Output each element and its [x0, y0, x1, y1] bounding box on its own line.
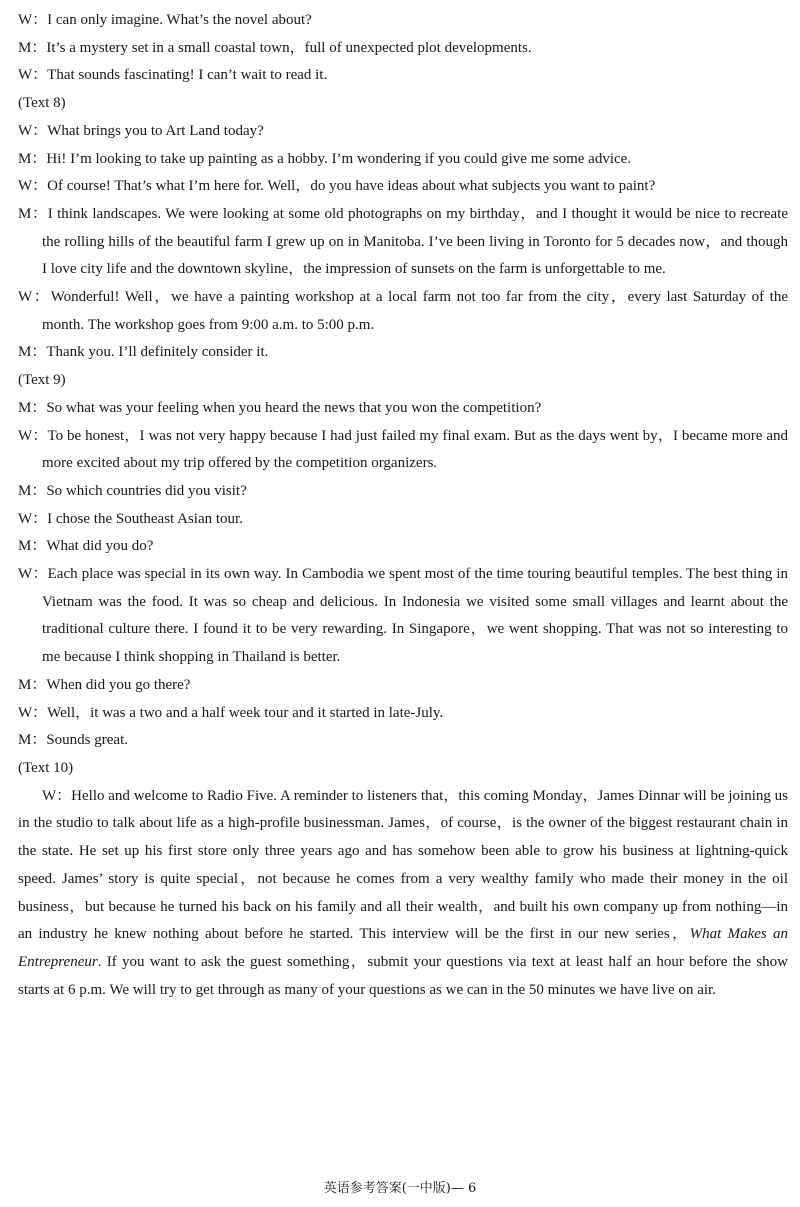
dialogue-turn: M：So which countries did you visit?	[18, 482, 247, 499]
dialogue-turn: M：Thank you. I’ll definitely consider it.	[18, 344, 269, 361]
section-label: (Text 10)	[18, 759, 74, 776]
dialogue-turn: W：I can only imagine. What’s the novel about?	[18, 12, 312, 28]
dialogue-turn: M：I think landscapes. We were looking at some old photographs on my birthday，and I thought it would be nice to recreate the rolling hills of the beautiful farm I grew up on in Manitoba. I’ve been living in Toronto for 5 decades now，and though I love city life and the downtown skyline，the impression of sunsets on the farm is unforgettable to me.	[18, 205, 788, 278]
dialogue-turn: W：What brings you to Art Land today?	[18, 122, 264, 139]
dialogue-turn: W：Each place was special in its own way. In Cambodia we spent most of the time touring beautiful temples. The best thing in Vietnam was the food. It was so cheap and delicious. In Indonesia we visited some small villages and learnt about the traditional culture there. I found it to be very rewarding. In Singapore，we went shopping. That was not so interesting to me because I think shopping in Thailand is better.	[18, 566, 788, 666]
monologue-paragraph	[18, 783, 788, 1005]
monologue-text-after: . If you want to ask the guest something，submit your questions via text at least half an hour before the show starts at 6 p.m. We will try to get through as many of your questions as we can in the 50 minutes we have live on air.	[18, 953, 788, 998]
dialogue-turn: W：I chose the Southeast Asian tour.	[18, 510, 243, 527]
dialogue-turn: M：When did you go there?	[18, 676, 191, 693]
dialogue-turn: W：Well，it was a two and a half week tour and it started in late-July.	[18, 704, 444, 721]
dialogue-turn: W：That sounds fascinating! I can’t wait to read it.	[18, 67, 328, 84]
monologue-text-before: W：Hello and welcome to Radio Five. A reminder to listeners that，this coming Monday，James Dinnar will be joining us in the studio to talk about life as a high-profile businessman. James，of course，is the owner of the biggest restaurant chain in the state. He set up his first store only three years ago and has somehow been able to grow his business at lightning-quick speed. James’ story is quite special，not because he comes from a very wealthy family who made their money in the oil business，but because he turned his back on his family and all their wealth，and built his own company up from nothing—in an industry he knew nothing about before he started. This interview will be the first in our new series，	[18, 787, 788, 943]
page-footer: 英语参考答案(一中版)— 6	[323, 1181, 477, 1196]
dialogue-turn: M：Hi! I’m looking to take up painting as a hobby. I’m wondering if you could give me some advice.	[18, 150, 632, 167]
dialogue-lines	[18, 7, 788, 783]
transcript	[18, 7, 788, 1004]
dialogue-turn: W：To be honest，I was not very happy because I had just failed my final exam. But as the days went by，I became more and more excited about my trip offered by the competition organizers.	[18, 427, 788, 472]
dialogue-turn: M：So what was your feeling when you heard the news that you won the competition?	[18, 399, 542, 416]
dialogue-turn: W：Wonderful! Well，we have a painting workshop at a local farm not too far from the city，every last Saturday of the month. The workshop goes from 9:00 a.m. to 5:00 p.m.	[18, 289, 788, 333]
section-label: (Text 8)	[18, 95, 66, 112]
dialogue-turn: W：Of course! That’s what I’m here for. Well，do you have ideas about what subjects you want to paint?	[18, 178, 656, 195]
dialogue-turn: M：It’s a mystery set in a small coastal town，full of unexpected plot developments.	[18, 39, 532, 56]
dialogue-turn: M：What did you do?	[18, 538, 154, 555]
dialogue-turn: M：Sounds great.	[18, 732, 128, 749]
series-title: What Makes an Entrepreneur	[18, 926, 788, 970]
section-label: (Text 9)	[18, 372, 66, 389]
